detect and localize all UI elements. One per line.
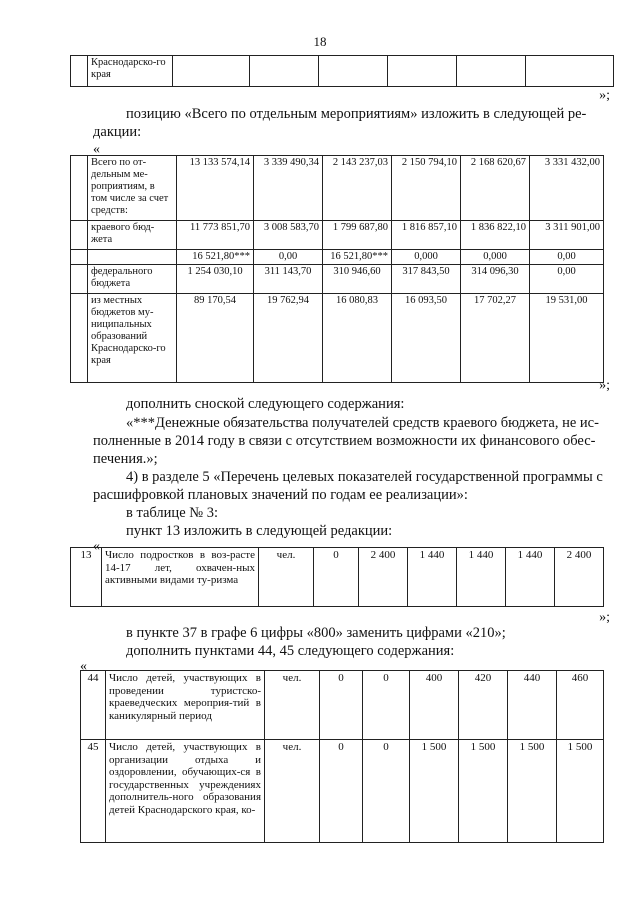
paragraph: 4) в разделе 5 «Перечень целевых показателей государственной программы с [126, 469, 603, 485]
paragraph: дополнить пунктами 44, 45 следующего содержания: [126, 643, 455, 659]
paragraph: позицию «Всего по отдельным мероприятиям» изложить в следующей ре- [126, 106, 587, 122]
table-row: из местных бюджетов му-ниципальных образований Краснодарско-го края 89 170,54 19 762,94 16 080,83 16 093,50 17 702,27 19 531,00 [71, 294, 604, 383]
table-row: 45 Число детей, участвующих в организации отдыха и оздоровлении, обучающих-ся в государственных учреждениях дополнитель-ного образования детей Краснодарского края, ко- чел. 0 0 1 500 1 500 1 500 1 500 [81, 740, 604, 843]
indicator-table-44-45 [80, 670, 604, 843]
row-label: краевого бюд-жета [88, 221, 177, 250]
table-row: краевого бюд-жета 11 773 851,70 3 008 583,70 1 799 687,80 1 816 857,10 1 836 822,10 3 311 901,00 [71, 221, 604, 250]
paragraph: дакции: [93, 124, 142, 140]
row-label: Всего по от-дельным ме-роприятиям, в том числе за счет средств: [88, 156, 177, 221]
paragraph: «***Денежные обязательства получателей средств краевого бюджета, не ис- [126, 415, 599, 431]
paragraph: печения.»; [93, 451, 158, 467]
open-quote: « [93, 539, 100, 554]
page-number: 18 [313, 34, 327, 49]
row-label [88, 250, 177, 265]
row-label: федерального бюджета [88, 265, 177, 294]
top-table-label: Краснодарско-го края [88, 56, 173, 87]
close-quote: »; [599, 88, 610, 103]
indicator-label: Число детей, участвующих в организации отдыха и оздоровлении, обучающих-ся в государственных учреждениях дополнитель-ного образования детей Краснодарского края, ко- [106, 740, 265, 843]
top-table-fragment [70, 55, 614, 87]
paragraph: расшифровкой плановых значений по годам ее реализации»: [93, 487, 468, 503]
indicator-label: Число подростков в воз-расте 14-17 лет, охвачен-ных активными видами ту-ризма [102, 548, 259, 607]
paragraph: в пункте 37 в графе 6 цифры «800» заменить цифрами «210»; [126, 625, 506, 641]
table-row: 16 521,80*** 0,00 16 521,80*** 0,000 0,000 0,00 [71, 250, 604, 265]
indicator-table-13 [70, 547, 604, 607]
funding-table [70, 155, 604, 383]
paragraph: полненные в 2014 году в связи с отсутствием возможности их финансового обес- [93, 433, 596, 449]
table-row: 44 Число детей, участвующих в проведении туристско-краеведческих мероприя-тий в каникулярный период чел. 0 0 400 420 440 460 [81, 671, 604, 740]
table-row: 13 Число подростков в воз-расте 14-17 лет, охвачен-ных активными видами ту-ризма чел. 0 2 400 1 440 1 440 1 440 2 400 [71, 548, 604, 607]
open-quote: « [93, 142, 100, 157]
paragraph: пункт 13 изложить в следующей редакции: [126, 523, 393, 539]
row-label: из местных бюджетов му-ниципальных образований Краснодарско-го края [88, 294, 177, 383]
close-quote: »; [599, 378, 610, 393]
paragraph: дополнить сноской следующего содержания: [126, 396, 405, 412]
table-row: Всего по от-дельным ме-роприятиям, в том числе за счет средств: 13 133 574,14 3 339 490,34 2 143 237,03 2 150 794,10 2 168 620,67 3 331 432,00 [71, 156, 604, 221]
table-row: федерального бюджета 1 254 030,10 311 143,70 310 946,60 317 843,50 314 096,30 0,00 [71, 265, 604, 294]
close-quote: »; [599, 610, 610, 625]
indicator-label: Число детей, участвующих в проведении туристско-краеведческих мероприя-тий в каникулярный период [106, 671, 265, 740]
paragraph: в таблице № 3: [126, 505, 218, 521]
open-quote: « [80, 659, 87, 674]
